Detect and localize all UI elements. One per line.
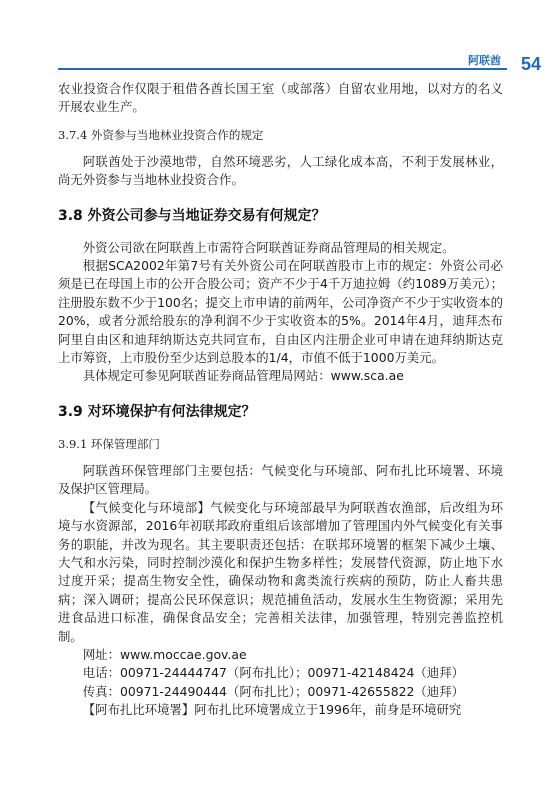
heading-3-9: 3.9 对环境保护有何法律规定？: [58, 403, 256, 420]
paragraph-sca-rules: 根据SCA2002年第7号有关外资公司在阿联酋股市上市的规定：外资公司必须是已在母国上市的公开合股公司；资产不少于4千万迪拉姆（约1089万美元）；注册股东数不少于100名；提交上市申请的前两年，公司净资产不少于实收资本的20%，或者分派给股东的净利润不少于实收资本的5%。2014年4月，迪拜杰布阿里自由区和迪拜纳斯达克共同宣布，自由区内注册企业可申请在迪拜纳斯达克上市筹资，上市股份至少达到总股本的1/4，市值不低于1000万美元。: [58, 258, 503, 366]
heading-3-7-4: 3.7.4 外资参与当地林业投资合作的规定: [58, 127, 264, 142]
heading-3-8: 3.8 外资公司参与当地证券交易有何规定？: [58, 207, 326, 224]
paragraph-agri-cooperation: 农业投资合作仅限于租借各酋长国王室（或部落）自留农业用地，以对方的名义开展农业生产。: [58, 81, 503, 115]
ministry-fax: 传真：00971-24490444（阿布扎比）；00971-42655822（迪拜）: [82, 683, 464, 699]
paragraph-abu-dhabi-agency: 【阿布扎比环境署】阿布扎比环境署成立于1996年，前身是环境研究: [82, 702, 462, 718]
header-rule: [58, 68, 507, 70]
ministry-website: 网址：www.moccae.gov.ae: [82, 646, 247, 662]
paragraph-forestry: 阿联酋处于沙漠地带，自然环境恶劣，人工绿化成本高，不利于发展林业，尚无外资参与当地林业投资合作。: [58, 153, 503, 188]
paragraph-securities-intro: 外资公司欲在阿联酋上市需符合阿联酋证券商品管理局的相关规定。: [82, 239, 455, 255]
paragraph-env-departments: 阿联酋环保管理部门主要包括：气候变化与环境部、阿布扎比环境署、环境及保护区管理局。: [58, 462, 503, 497]
heading-3-9-1: 3.9.1 环保管理部门: [58, 436, 160, 451]
ministry-phone: 电话：00971-24444747（阿布扎比）；00971-42148424（迪拜）: [82, 665, 464, 681]
page-body: [58, 80, 503, 720]
header-country-label: 阿联酋: [468, 54, 501, 67]
paragraph-ministry-climate: 【气候变化与环境部】气候变化与环境部最早为阿联酋农渔部，后改组为环境与水资源部，2016年初联邦政府重组后该部增加了管理国内外气候变化有关事务的职能，并改为现名。其主要职责还包括：在联邦环境署的框架下减少土壤、大气和水污染，同时控制沙漠化和保护生物多样性；发展替代资源，防止地下水过度开采；提高生物安全性，确保动物和禽类流行疾病的预防，防止人畜共患病；深入调研；提高公民环保意识；规范捕鱼活动，发展水生生物资源；采用先进食品进口标准，确保食品安全；完善相关法律，加强管理，特别完善监控机制。: [58, 499, 503, 644]
page-header: [0, 0, 559, 80]
page-number: 54: [520, 54, 541, 74]
paragraph-sca-website: 具体规定可参见阿联酋证券商品管理局网站：www.sca.ae: [82, 368, 404, 384]
